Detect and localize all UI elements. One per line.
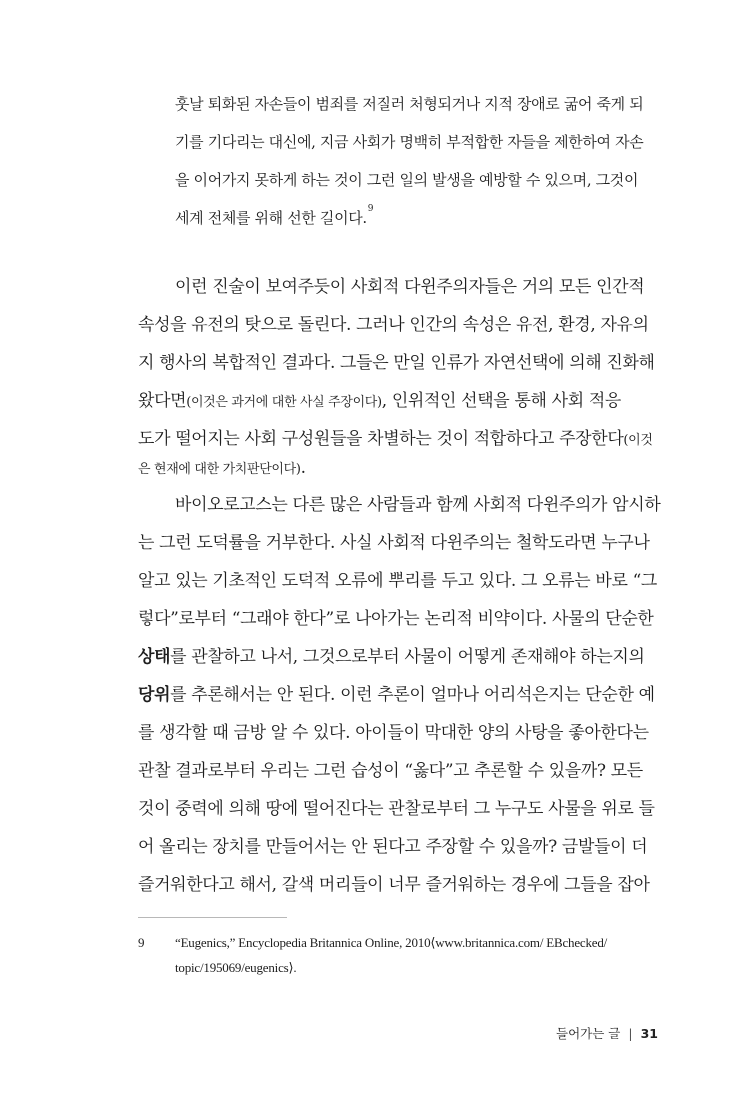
- paragraph-line: 바이오로고스는 다른 많은 사람들과 함께 사회적 다윈주의가 암시하: [175, 495, 661, 515]
- paragraph-line: 이런 진술이 보여주듯이 사회적 다윈주의자들은 거의 모든 인간적: [175, 277, 645, 297]
- footnote-number: 9: [138, 935, 145, 950]
- footnote-divider: [138, 917, 287, 918]
- paragraph-line: 지 행사의 복합적인 결과다. 그들은 만일 인류가 자연선택에 의해 진화해: [138, 353, 655, 373]
- quote-text: 세계 전체를 위해 선한 길이다.: [175, 209, 367, 227]
- quote-line: 기를 기다리는 대신에, 지금 사회가 명백히 부적합한 자들을 제한하여 자손: [175, 133, 644, 151]
- paragraph-line: 것이 중력에 의해 땅에 떨어진다는 관찰로부터 그 누구도 사물을 위로 들: [138, 799, 655, 819]
- text-run: 왔다면: [138, 391, 187, 411]
- emphasis-term: 상태: [138, 647, 171, 667]
- chapter-title: 들어가는 글: [556, 1026, 621, 1041]
- paragraph-line: 는 그런 도덕률을 거부한다. 사실 사회적 다윈주의는 철학도라면 누구나: [138, 533, 650, 553]
- paragraph-line: [138, 424, 653, 449]
- footer-separator: |: [628, 1026, 633, 1041]
- footnote-text: topic/195069/eugenics⟩.: [175, 960, 297, 975]
- footnote-text: “Eugenics,” Encyclopedia Britannica Online, 2010⟨www.britannica.com/ EBchecked/: [175, 935, 608, 950]
- paragraph-line: [138, 642, 645, 667]
- emphasis-term: 당위: [138, 685, 171, 705]
- parenthetical-note: (이것: [623, 433, 653, 448]
- parenthetical-note: (이것은 과거에 대한 사실 주장이다): [186, 395, 382, 410]
- paragraph-line: 어 올리는 장치를 만들어서는 안 된다고 주장할 수 있을까? 금발들이 더: [138, 837, 648, 857]
- text-run: 를 관찰하고 나서, 그것으로부터 사물이 어떻게 존재해야 하는지의: [170, 647, 645, 667]
- paragraph-line: 속성을 유전의 탓으로 돌린다. 그러나 인간의 속성은 유전, 환경, 자유의: [138, 315, 649, 335]
- paragraph-line: [138, 386, 621, 411]
- paragraph-line: 알고 있는 기초적인 도덕적 오류에 뿌리를 두고 있다. 그 오류는 바로 “그: [138, 571, 658, 591]
- paragraph-line: 즐거워한다고 해서, 갈색 머리들이 너무 즐거워하는 경우에 그들을 잡아: [138, 875, 650, 895]
- paragraph-line: 를 생각할 때 금방 알 수 있다. 아이들이 막대한 양의 사탕을 좋아한다는: [138, 723, 649, 743]
- text-run: 를 추론해서는 안 된다. 이런 추론이 얼마나 어리석은지는 단순한 예: [170, 685, 655, 705]
- paragraph-line: 렇다”로부터 “그래야 한다”로 나아가는 논리적 비약이다. 사물의 단순한: [138, 609, 654, 629]
- quote-line: 을 이어가지 못하게 하는 것이 그런 일의 발생을 예방할 수 있으며, 그것이: [175, 171, 639, 189]
- text-run: , 인위적인 선택을 통해 사회 적응: [381, 391, 621, 411]
- running-footer: [556, 1024, 658, 1042]
- parenthetical-note: 은 현재에 대한 가치판단이다): [138, 462, 301, 477]
- paragraph-line: [138, 680, 655, 705]
- text-run: 도가 떨어지는 사회 구성원들을 차별하는 것이 적합하다고 주장한다: [138, 429, 624, 449]
- footnote-ref: 9: [367, 204, 374, 214]
- quote-line: [175, 204, 374, 228]
- paragraph-line: 관찰 결과로부터 우리는 그런 습성이 “옳다”고 추론할 수 있을까? 모든: [138, 761, 643, 781]
- text-run: .: [300, 458, 306, 478]
- quote-line: 훗날 퇴화된 자손들이 범죄를 저질러 처형되거나 지적 장애로 굶어 죽게 되: [175, 95, 644, 113]
- paragraph-line: [138, 458, 306, 478]
- page-number: 31: [640, 1026, 658, 1041]
